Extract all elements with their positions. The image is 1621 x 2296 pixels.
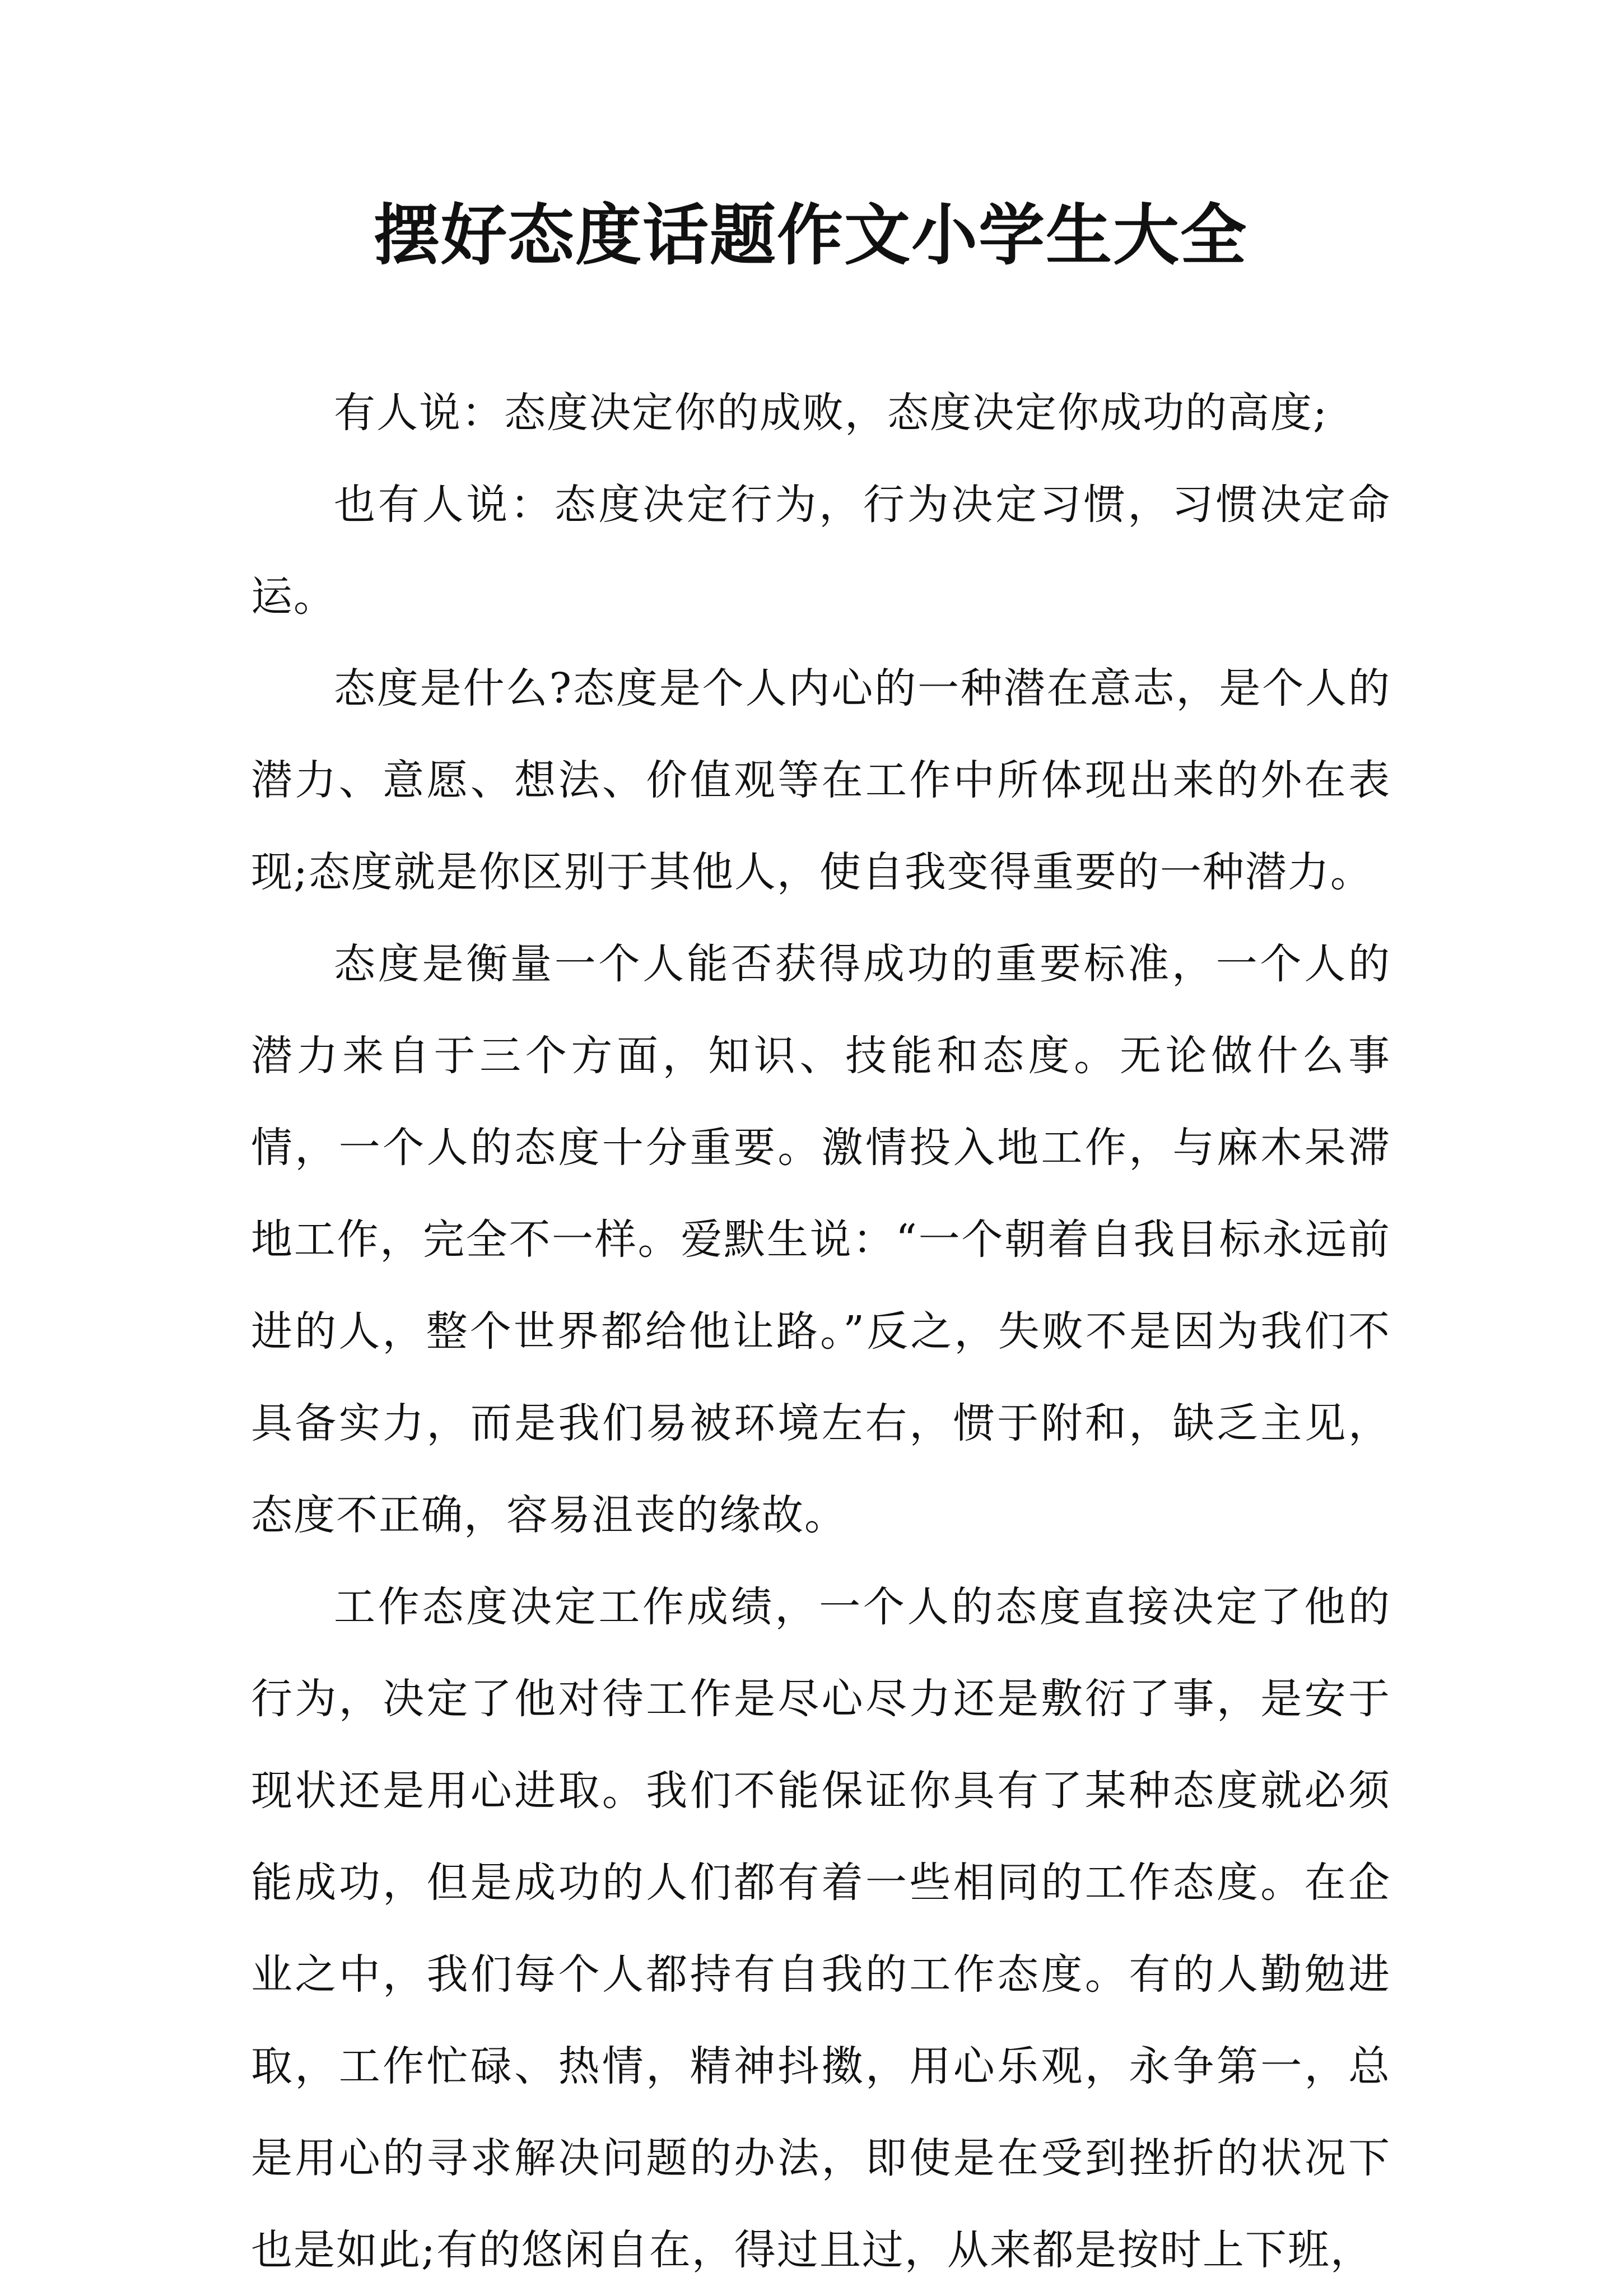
paragraph-5: 工作态度决定工作成绩，一个人的态度直接决定了他的行为，决定了他对待工作是尽心尽力还是敷衍了事，是安于现状还是用心进取。我们不能保证你具有了某种态度就必须能成功，但是成功的人们都有着一些相同的工作态度。在企业之中，我们每个人都持有自我的工作态度。有的人勤勉进取，工作忙碌、热情，精神抖擞，用心乐观，永争第一，总是用心的寻求解决问题的办法，即使是在受到挫折的状况下也是如此;有的悠闲自在，得过且过，从来都是按时上下班， <box>251 1583 1391 2274</box>
document-title: 摆好态度话题作文小学生大全 <box>373 196 1247 274</box>
document-body <box>251 367 1391 2296</box>
paragraph-3: 态度是什么?态度是个人内心的一种潜在意志，是个人的潜力、意愿、想法、价值观等在工作中所体现出来的外在表现;态度就是你区别于其他人，使自我变得重要的一种潜力。 <box>251 664 1391 896</box>
paragraph-2: 也有人说：态度决定行为，行为决定习惯，习惯决定命运。 <box>251 481 1391 621</box>
paragraph-4: 态度是衡量一个人能否获得成功的重要标准，一个人的潜力来自于三个方面，知识、技能和态度。无论做什么事情，一个人的态度十分重要。激情投入地工作，与麻木呆滞地工作，完全不一样。爱默生说：“一个朝着自我目标永远前进的人，整个世界都给他让路。”反之，失败不是因为我们不具备实力，而是我们易被环境左右，惯于附和，缺乏主见，态度不正确，容易沮丧的缘故。 <box>251 940 1391 1539</box>
paragraph-1: 有人说：态度决定你的成败，态度决定你成功的高度; <box>334 389 1328 437</box>
